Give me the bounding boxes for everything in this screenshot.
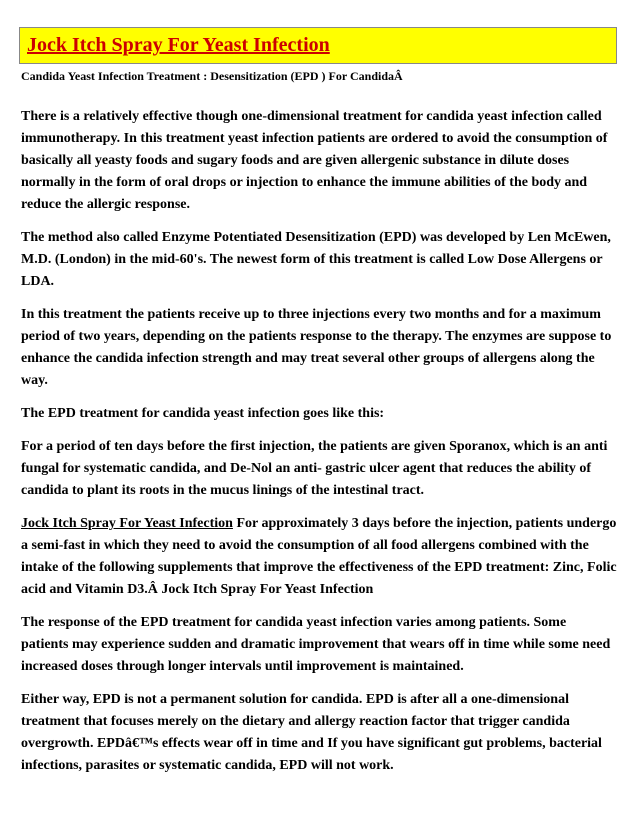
paragraph-4: The EPD treatment for candida yeast infection goes like this: bbox=[21, 406, 385, 421]
paragraph-1: There is a relatively effective though one-dimensional treatment for candida yeast infection called immunotherapy. In this treatment yeast infection patients are ordered to avoid the consumption of basically all yeasty foods and sugary foods and are given allergenic substance in dilute doses normally in the form of oral drops or injection to enhance the immune abilities of the body and reduce the allergic response. bbox=[21, 109, 608, 212]
article-body bbox=[21, 106, 617, 788]
paragraph-8: Either way, EPD is not a permanent solution for candida. EPD is after all a one-dimensional treatment that focuses merely on the dietary and allergy reaction factor that trigger candida overgrowth. EPDâ€™s effects wear off in time and If you have significant gut problems, bacterial infections, parasites or systematic candida, EPD will not work. bbox=[21, 692, 602, 773]
page-title[interactable]: Jock Itch Spray For Yeast Infection bbox=[27, 34, 330, 56]
paragraph-7: The response of the EPD treatment for candida yeast infection varies among patients. Some patients may experience sudden and dramatic improvement that wears off in time while some need increased doses through longer intervals until improvement is maintained. bbox=[21, 615, 611, 674]
inline-link[interactable]: Jock Itch Spray For Yeast Infection bbox=[21, 516, 233, 531]
title-banner bbox=[19, 27, 617, 64]
paragraph-6 bbox=[21, 513, 617, 601]
paragraph-3: In this treatment the patients receive up to three injections every two months and for a maximum period of two years, depending on the patients response to the therapy. The enzymes are suppose to enhance the candida infection strength and may treat several other groups of allergens along the way. bbox=[21, 307, 612, 388]
paragraph-6-text: For approximately 3 days before the injection, patients undergo a semi-fast in which they need to avoid the consumption of all food allergens combined with the intake of the following supplements that improve the effectiveness of the EPD treatment: Zinc, Folic acid and Vitamin D3.Â Jock Itch Spray For Yeast Infection bbox=[21, 516, 617, 597]
paragraph-2: The method also called Enzyme Potentiated Desensitization (EPD) was developed by Len McEwen, M.D. (London) in the mid-60's. The newest form of this treatment is called Low Dose Allergens or LDA. bbox=[21, 230, 611, 289]
paragraph-5: For a period of ten days before the first injection, the patients are given Sporanox, which is an anti fungal for systematic candida, and De-Nol an anti- gastric ulcer agent that reduces the ability of candida to plant its roots in the mucus linings of the intestinal tract. bbox=[21, 439, 608, 498]
page-subtitle: Candida Yeast Infection Treatment : Desensitization (EPD ) For CandidaÂ bbox=[21, 69, 403, 83]
